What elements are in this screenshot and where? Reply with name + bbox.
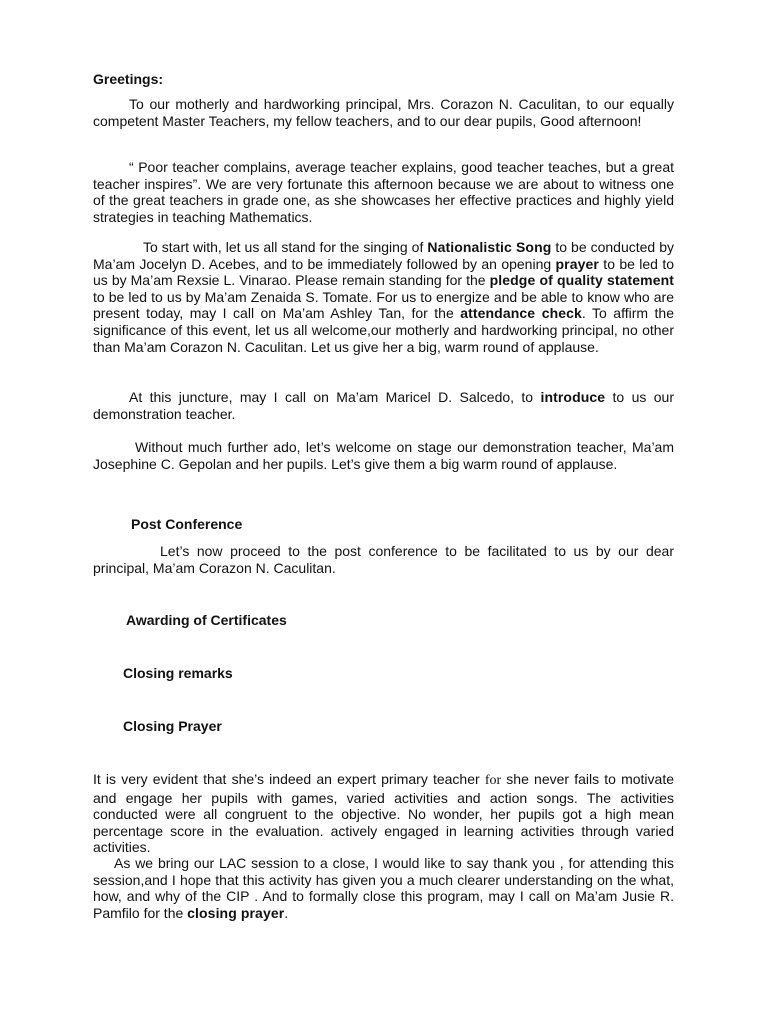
paragraph-closing (93, 855, 674, 921)
paragraph-teacher-quote: “ Poor teacher complains, average teacher explains, good teacher teaches, but a great teacher inspires”. We are very fortunate this afternoon because we are about to witness one of the great teachers in grade one, as she showcases her effective practices and highly yield strategies in teaching Mathematics. (93, 159, 674, 225)
bold-introduce: introduce (540, 389, 606, 405)
greeting-heading: Greetings: (93, 71, 164, 87)
paragraph-opening-greeting: To our motherly and hardworking principal, Mrs. Corazon N. Caculitan, to our equally competent Master Teachers, my fellow teachers, and to our dear pupils, Good afternoon! (93, 96, 674, 129)
closing-prayer-heading: Closing Prayer (123, 718, 222, 734)
paragraph-evaluation (93, 771, 674, 856)
bold-pledge: pledge of quality statement (489, 272, 674, 289)
paragraph-welcome-teacher: Without much further ado, let’s welcome on stage our demonstration teacher, Ma’am Josephine C. Gepolan and her pupils. Let’s give them a big warm round of applause. (93, 439, 674, 472)
bold-attendance-check: attendance check (460, 305, 582, 322)
paragraph-post-conference: Let’s now proceed to the post conference to be facilitated to us by our dear principal, Ma’am Corazon N. Caculitan. (93, 543, 674, 576)
awarding-heading: Awarding of Certificates (126, 612, 287, 628)
bold-prayer: prayer (555, 255, 599, 272)
text-run: It is very evident that she’s indeed an expert primary teacher (93, 771, 485, 787)
text-run: As we bring our LAC session to a close, I would like to say thank you , for attending this session,and I hope that this activity has given you a much clearer understanding on the what, how, and why of the CIP . And to formally close this program, may I call on Ma’am Jusie R. Pamfilo for the (93, 855, 674, 921)
text-run: to be led to us by Ma’am Rexsie L. Vinarao. Please remain standing for the (93, 255, 675, 289)
bold-nationalistic-song: Nationalistic Song (427, 239, 552, 255)
text-run: to us our demonstration teacher. (93, 389, 674, 422)
text-run: . To affirm the significance of this event, let us all welcome,our motherly and hardworking principal, no other than Ma’am Corazon N. Caculitan. Let us give her a big, warm round of applause. (93, 305, 674, 355)
serif-word-for: for (484, 773, 502, 788)
closing-remarks-heading: Closing remarks (123, 665, 233, 681)
bold-closing-prayer: closing prayer (187, 904, 285, 921)
text-run: At this juncture, may I call on Ma’am Maricel D. Salcedo, to (129, 389, 541, 405)
text-run: to be conducted by Ma’am Jocelyn D. Acebes, and to be immediately followed by an opening (93, 239, 674, 272)
paragraph-program-start (93, 239, 674, 355)
text-run: To start with, let us all stand for the singing of (143, 239, 428, 255)
paragraph-introduction (93, 389, 674, 422)
text-run: . (284, 904, 289, 921)
post-conference-heading: Post Conference (131, 516, 243, 532)
text-run: she never fails to motivate and engage her pupils with games, varied activities and action songs. The activities conducted were all congruent to the objective. No wonder, her pupils got a high mean percentage score in the evaluation. actively engaged in learning activities through varied activities. (93, 771, 674, 856)
text-run: to be led to us by Ma’am Zenaida S. Tomate. For us to energize and be able to know who are present today, may I call on Ma’am Ashley Tan, for the (93, 288, 674, 322)
